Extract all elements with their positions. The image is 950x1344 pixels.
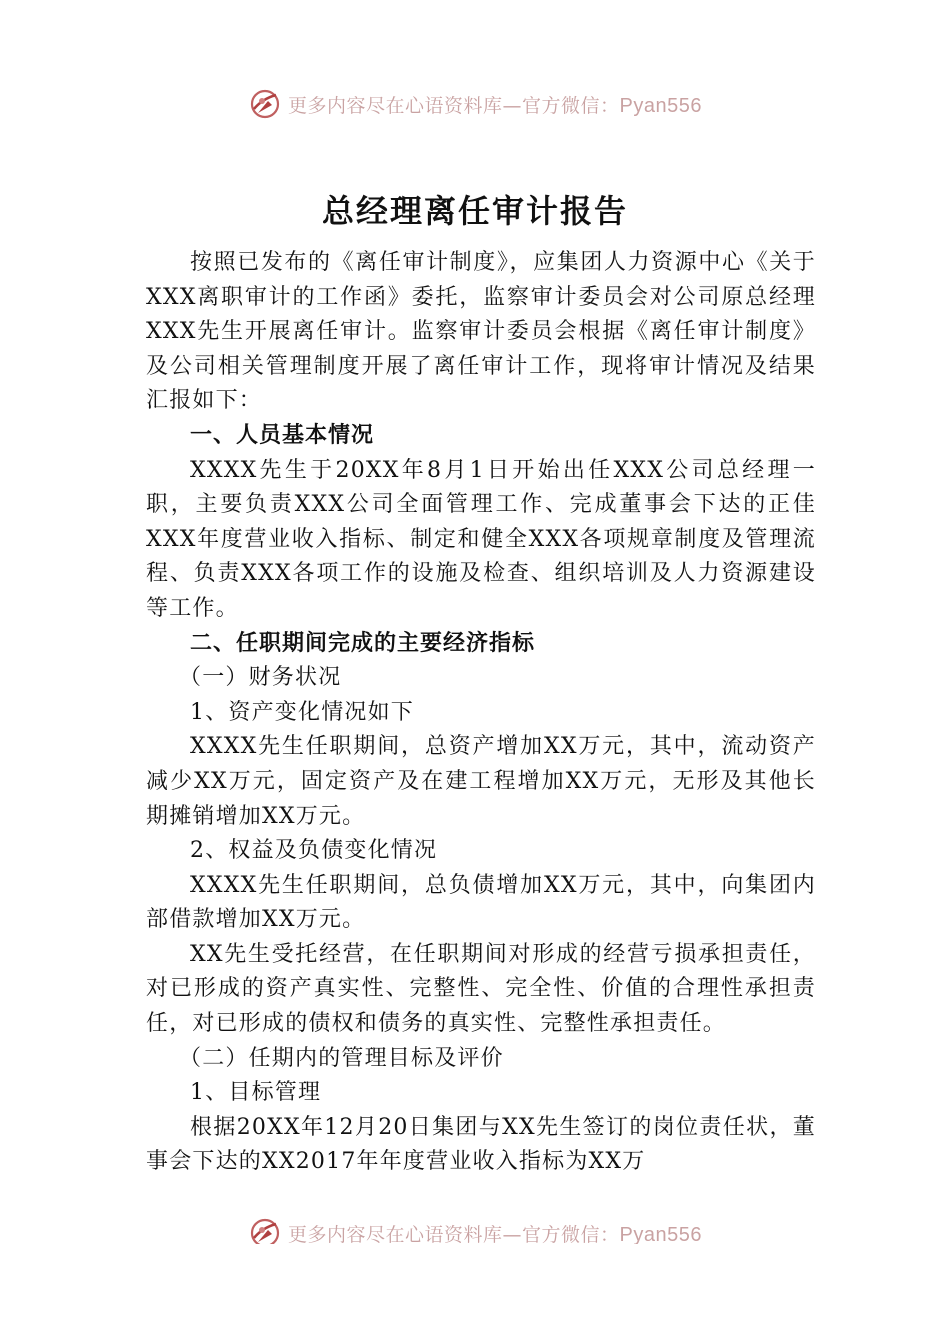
body-paragraph: 根据20XX年12月20日集团与XX先生签订的岗位责任状，董事会下达的XX2017年年度营业收入指标为XX万 [146,1114,816,1175]
footer-watermark [0,1204,950,1244]
section-heading: 二、任职期间完成的主要经济指标 [190,630,536,656]
body-paragraph: XXXX先生任职期间，总负债增加XX万元，其中，向集团内部借款增加XX万元。 [146,872,816,933]
watermark-label: 更多内容尽在心语资料库—官方微信： [288,94,620,117]
subsection-heading: （二）任期内的管理目标及评价 [179,1045,504,1071]
header-watermark [0,84,950,124]
subsection-heading: （一）财务状况 [179,665,342,691]
library-logo-icon [248,87,282,121]
body-paragraph: XXXX先生于20XX年8月1日开始出任XXX公司总经理一职，主要负责XXX公司全面管理工作、完成董事会下达的正佳XXX年度营业收入指标、制定和健全XXX各项规章制度及管理流程、负责XXX各项工作的设施及检查、组织培训及人力资源建设等工作。 [146,457,816,621]
watermark-label: 更多内容尽在心语资料库—官方微信： [288,1223,620,1244]
body-paragraph: XX先生受托经营，在任职期间对形成的经营亏损承担责任，对已形成的资产真实性、完整性、完全性、价值的合理性承担责任，对已形成的债权和债务的真实性、完整性承担责任。 [146,941,816,1037]
document-title: 总经理离任审计报告 [321,192,628,230]
section-heading: 一、人员基本情况 [190,422,375,448]
body-paragraph: 1、目标管理 [190,1080,322,1106]
body-paragraph: XXXX先生任职期间，总资产增加XX万元，其中，流动资产减少XX万元，固定资产及在建工程增加XX万元，无形及其他长期摊销增加XX万元。 [146,734,816,829]
library-logo-icon [248,1216,282,1244]
watermark-text [288,91,702,118]
watermark-wechat-id: Pyan556 [619,1223,702,1244]
body-paragraph: 按照已发布的《离任审计制度》，应集团人力资源中心《关于XXX离职审计的工作函》委托，监察审计委员会对公司原总经理XXX先生开展离任审计。监察审计委员会根据《离任审计制度》及公司相关管理制度开展了离任审计工作，现将审计情况及结果汇报如下： [146,250,816,414]
body-paragraph: 2、权益及负债变化情况 [190,838,438,864]
body-paragraph: 1、资产变化情况如下 [190,699,414,725]
watermark-text [288,1220,702,1245]
watermark-wechat-id: Pyan556 [619,94,702,117]
document-body [146,246,816,1180]
